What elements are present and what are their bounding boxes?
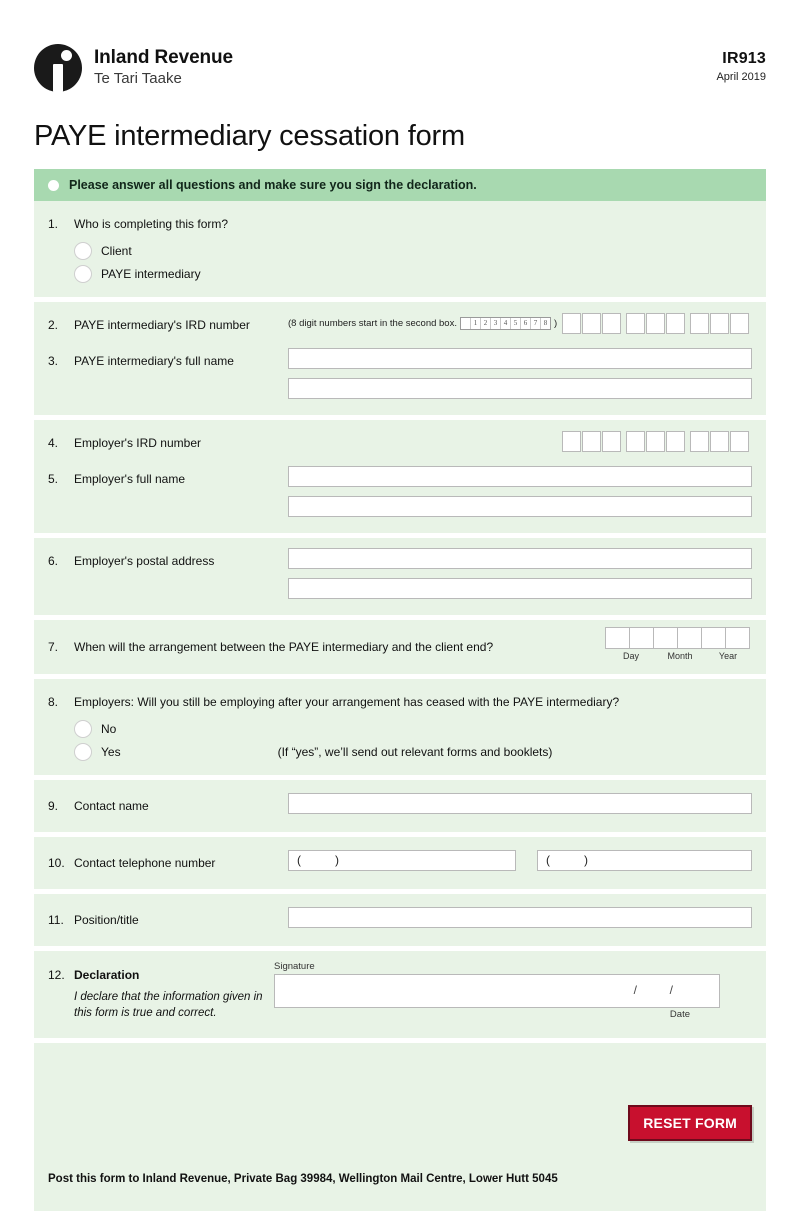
q8-option-no[interactable] — [74, 720, 752, 738]
date-cell-year-1[interactable] — [701, 627, 726, 649]
question-11-block — [34, 894, 766, 946]
ird-cell[interactable] — [710, 431, 729, 452]
question-4-row — [48, 430, 752, 456]
paren-close: ) — [584, 853, 588, 867]
hint-digit: 1 — [471, 318, 481, 329]
page-title: PAYE intermediary cessation form — [34, 120, 465, 152]
question-11-row — [48, 907, 752, 933]
question-8-number: 8. — [48, 695, 59, 709]
question-7-block — [34, 620, 766, 674]
ird-cell[interactable] — [730, 431, 749, 452]
ird-cell[interactable] — [730, 313, 749, 334]
date-labels — [606, 651, 752, 661]
question-4-5-block — [34, 420, 766, 533]
form-code: IR913 — [722, 50, 766, 67]
question-3-number: 3. — [48, 354, 59, 368]
ird-cell[interactable] — [626, 431, 645, 452]
instruction-banner — [34, 169, 766, 201]
radio-icon[interactable] — [74, 743, 92, 761]
q8-note: (If “yes”, we’ll send out relevant forms and booklets) — [277, 745, 553, 759]
ird-group-3[interactable] — [690, 313, 749, 334]
paren-open: ( — [546, 853, 550, 867]
employer-ird-number-input[interactable] — [562, 431, 752, 452]
question-8-block — [34, 679, 766, 775]
question-10-block — [34, 837, 766, 889]
ird-cell[interactable] — [582, 313, 601, 334]
question-9-row — [48, 793, 752, 819]
question-1-label: Who is completing this form? — [74, 217, 229, 231]
paren-close: ) — [335, 853, 339, 867]
q1-option-client[interactable] — [74, 242, 752, 260]
question-11-label: Position/title — [74, 913, 139, 927]
question-3-label: PAYE intermediary's full name — [74, 354, 234, 368]
hint-digit: 5 — [511, 318, 521, 329]
ird-cell[interactable] — [690, 431, 709, 452]
question-8-row — [48, 689, 752, 715]
employer-postal-address-input-line2[interactable] — [288, 578, 752, 599]
date-cell-day-2[interactable] — [629, 627, 654, 649]
ird-hint — [288, 317, 557, 330]
postal-instruction: Post this form to Inland Revenue, Private Bag 39984, Wellington Mail Centre, Lower Hutt 5045 — [48, 1173, 558, 1185]
hint-digit: 7 — [531, 318, 541, 329]
question-1-block — [34, 201, 766, 297]
ird-hint-suffix: ) — [553, 318, 558, 329]
employer-postal-address-input-line1[interactable] — [288, 548, 752, 569]
date-cell-month-2[interactable] — [677, 627, 702, 649]
date-label-day: Day — [622, 651, 639, 661]
ird-cell[interactable] — [666, 313, 685, 334]
question-12-block — [34, 951, 766, 1038]
ird-group-1[interactable] — [562, 431, 621, 452]
hint-digit: 3 — [491, 318, 501, 329]
ird-cell[interactable] — [562, 313, 581, 334]
date-slash-1: / — [633, 983, 637, 997]
ird-cell[interactable] — [562, 431, 581, 452]
question-6-row — [48, 548, 752, 574]
question-10-number: 10. — [48, 856, 65, 870]
ird-cell[interactable] — [602, 431, 621, 452]
ird-group-3[interactable] — [690, 431, 749, 452]
question-9-number: 9. — [48, 799, 59, 813]
ird-cell[interactable] — [666, 431, 685, 452]
org-name: Inland Revenue — [94, 47, 234, 69]
question-9-block — [34, 780, 766, 832]
ird-hint-prefix: (8 digit numbers start in the second box. — [288, 318, 457, 329]
reset-form-button[interactable]: RESET FORM — [628, 1105, 752, 1141]
paren-open: ( — [297, 853, 301, 867]
form-date: April 2019 — [716, 71, 766, 83]
question-1-number: 1. — [48, 217, 59, 231]
page-header — [34, 44, 766, 92]
document-reference — [716, 44, 766, 83]
question-5-row — [48, 466, 752, 492]
ird-group-2[interactable] — [626, 313, 685, 334]
question-2-label: PAYE intermediary's IRD number — [74, 318, 250, 332]
inland-revenue-logo-icon — [34, 44, 82, 92]
employer-full-name-input-line2[interactable] — [288, 496, 752, 517]
ird-cell[interactable] — [626, 313, 645, 334]
question-10-label: Contact telephone number — [74, 856, 216, 870]
ird-group-1[interactable] — [562, 313, 621, 334]
question-7-row — [48, 634, 752, 660]
date-cell-month-1[interactable] — [653, 627, 678, 649]
paye-full-name-input-line2[interactable] — [288, 378, 752, 399]
date-slash-2: / — [669, 983, 673, 997]
question-2-number: 2. — [48, 318, 59, 332]
employer-full-name-input-line1[interactable] — [288, 466, 752, 487]
q8-option-no-label: No — [101, 722, 117, 736]
form-body — [34, 169, 766, 1211]
question-6-block — [34, 538, 766, 615]
question-10-row — [48, 850, 752, 876]
ird-cell[interactable] — [582, 431, 601, 452]
ird-cell[interactable] — [646, 431, 665, 452]
date-cell-day-1[interactable] — [605, 627, 630, 649]
ird-cell[interactable] — [646, 313, 665, 334]
footer-area — [34, 1043, 766, 1211]
signature-label: Signature — [274, 961, 315, 972]
question-4-label: Employer's IRD number — [74, 436, 201, 450]
hint-digit: 6 — [521, 318, 531, 329]
question-4-number: 4. — [48, 436, 59, 450]
instruction-text: Please answer all questions and make sure you sign the declaration. — [69, 178, 477, 192]
date-boxes[interactable] — [606, 627, 752, 649]
hint-digit: 8 — [543, 319, 548, 327]
date-label-year: Year — [718, 651, 738, 661]
bullet-icon — [48, 180, 59, 191]
q1-option-paye-intermediary-label: PAYE intermediary — [101, 267, 201, 281]
signature-input[interactable] — [274, 974, 720, 1008]
brand-text — [94, 47, 233, 88]
question-6-label: Employer's postal address — [74, 554, 215, 568]
radio-icon[interactable] — [74, 720, 92, 738]
declaration-statement: I declare that the information given in this form is true and correct. — [74, 991, 263, 1019]
question-2-row — [48, 312, 752, 338]
q1-option-client-label: Client — [101, 244, 132, 258]
question-6-number: 6. — [48, 554, 59, 568]
ird-cell[interactable] — [710, 313, 729, 334]
paye-full-name-input-line1[interactable] — [288, 348, 752, 369]
question-11-number: 11. — [48, 913, 64, 927]
question-5-number: 5. — [48, 472, 59, 486]
contact-name-input[interactable] — [288, 793, 752, 814]
radio-icon[interactable] — [74, 242, 92, 260]
position-title-input[interactable] — [288, 907, 752, 928]
ird-hint-example — [460, 317, 551, 330]
question-9-label: Contact name — [74, 799, 149, 813]
date-label-month: Month — [667, 651, 693, 661]
contact-telephone-input-2[interactable] — [537, 850, 752, 871]
q8-option-yes[interactable] — [74, 743, 752, 761]
hint-digit: 2 — [481, 318, 491, 329]
question-7-number: 7. — [48, 640, 59, 654]
question-12-number: 12. — [48, 968, 65, 982]
contact-telephone-input-1[interactable] — [288, 850, 516, 871]
signature-area — [274, 961, 720, 1020]
question-1-row — [48, 211, 752, 237]
arrangement-end-date-input[interactable] — [606, 627, 752, 661]
question-3-row — [48, 348, 752, 374]
question-7-label: When will the arrangement between the PAYE intermediary and the client end? — [74, 640, 494, 654]
q8-option-yes-label: Yes — [101, 745, 121, 759]
declaration-date-label: Date — [669, 1009, 690, 1020]
hint-digit-blank — [461, 318, 471, 329]
question-12-label: Declaration — [74, 968, 140, 982]
ird-group-2[interactable] — [626, 431, 685, 452]
org-name-maori: Te Tari Taake — [94, 70, 182, 88]
question-2-3-block — [34, 302, 766, 415]
hint-digit: 4 — [501, 318, 511, 329]
ird-cell[interactable] — [690, 313, 709, 334]
radio-icon[interactable] — [74, 265, 92, 283]
question-5-label: Employer's full name — [74, 472, 185, 486]
question-8-label: Employers: Will you still be employing after your arrangement has ceased with the PAYE intermediary? — [74, 695, 620, 709]
paye-ird-number-input[interactable] — [562, 313, 752, 334]
brand — [34, 44, 233, 92]
date-cell-year-2[interactable] — [725, 627, 750, 649]
q1-option-paye-intermediary[interactable] — [74, 265, 752, 283]
ird-cell[interactable] — [602, 313, 621, 334]
